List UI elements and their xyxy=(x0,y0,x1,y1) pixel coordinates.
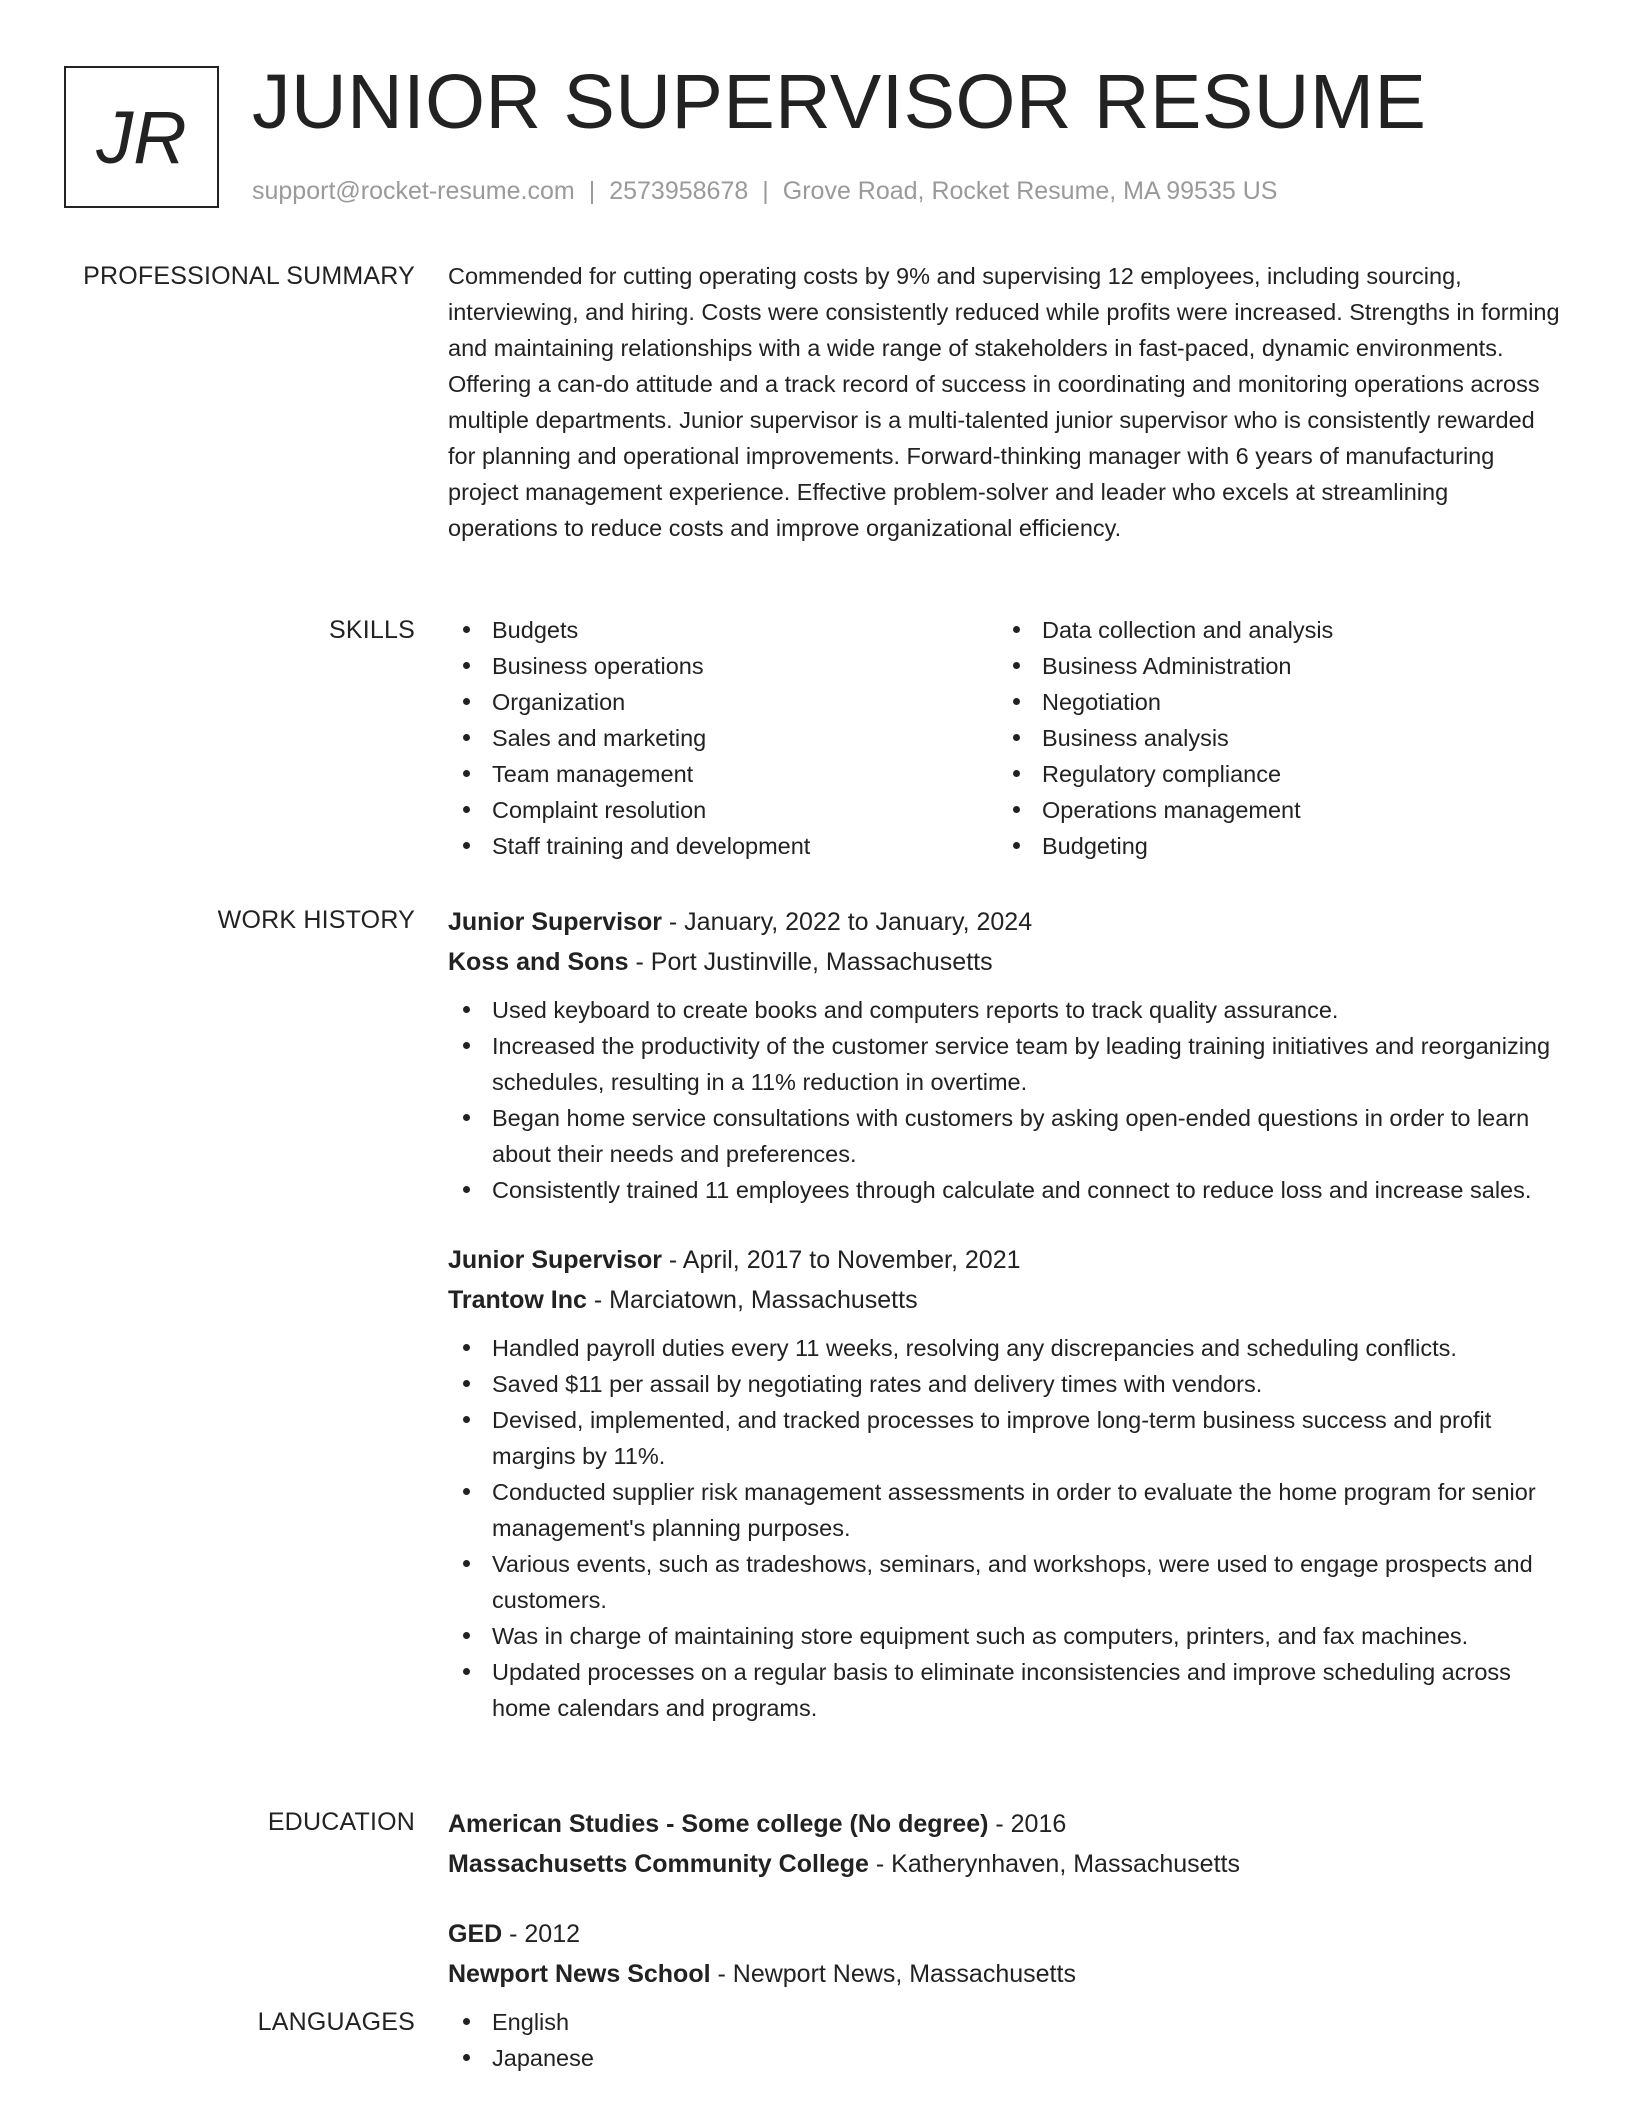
job-entry xyxy=(448,902,1560,1208)
education-degree: American Studies - Some college (No degree) xyxy=(448,1810,989,1838)
job-company: Trantow Inc xyxy=(448,1286,587,1314)
job-bullet: Was in charge of maintaining store equipment such as computers, printers, and fax machines. xyxy=(448,1618,1560,1654)
education-body xyxy=(448,1804,1560,1994)
skill-item: Complaint resolution xyxy=(448,792,998,828)
skill-item: Budgeting xyxy=(998,828,1548,864)
job-bullet: Began home service consultations with customers by asking open-ended questions in order to learn about their needs and preferences. xyxy=(448,1100,1560,1172)
job-bullets xyxy=(448,992,1560,1208)
section-heading-summary: PROFESSIONAL SUMMARY xyxy=(83,262,415,290)
job-bullet: Various events, such as tradeshows, seminars, and workshops, were used to engage prospects and customers. xyxy=(448,1546,1560,1618)
skills-list-left xyxy=(448,612,998,864)
language-item: Japanese xyxy=(448,2040,1560,2076)
section-heading-languages: LANGUAGES xyxy=(257,2008,415,2036)
job-bullet: Increased the productivity of the customer service team by leading training initiatives and reorganizing schedules, resulting in a 11% reduction in overtime. xyxy=(448,1028,1560,1100)
job-company-line xyxy=(448,1280,1560,1320)
job-bullet: Handled payroll duties every 11 weeks, resolving any discrepancies and scheduling conflicts. xyxy=(448,1330,1560,1366)
job-company: Koss and Sons xyxy=(448,948,629,976)
job-title-line xyxy=(448,902,1560,942)
education-school-line xyxy=(448,1954,1560,1994)
languages-list xyxy=(448,2004,1560,2076)
skill-item: Organization xyxy=(448,684,998,720)
language-item: English xyxy=(448,2004,1560,2040)
job-bullets xyxy=(448,1330,1560,1726)
contact-address: Grove Road, Rocket Resume, MA 99535 US xyxy=(782,177,1278,205)
work-history-body xyxy=(448,902,1560,1726)
job-bullet: Used keyboard to create books and computers reports to track quality assurance. xyxy=(448,992,1560,1028)
section-heading-work: WORK HISTORY xyxy=(217,906,415,934)
job-bullet: Updated processes on a regular basis to eliminate inconsistencies and improve scheduling across home calendars and programs. xyxy=(448,1654,1560,1726)
skill-item: Team management xyxy=(448,756,998,792)
job-title: Junior Supervisor xyxy=(448,1246,662,1274)
contact-separator: | xyxy=(762,177,769,205)
education-degree: GED xyxy=(448,1920,503,1948)
skill-item: Staff training and development xyxy=(448,828,998,864)
job-company-line xyxy=(448,942,1560,982)
job-bullet: Devised, implemented, and tracked processes to improve long-term business success and profit margins by 11%. xyxy=(448,1402,1560,1474)
summary-text: Commended for cutting operating costs by 9% and supervising 12 employees, including sourcing, interviewing, and hiring. Costs were consistently reduced while profits were increased. Strengths in forming and maintaining relationships with a wide range of stakeholders in fast-paced, dynamic environments. Offering a can-do attitude and a track record of success in coordinating and monitoring operations across multiple departments. Junior supervisor is a multi-talented junior supervisor who is consistently rewarded for planning and operational improvements. Forward-thinking manager with 6 years of manufacturing project management experience. Effective problem-solver and leader who excels at streamlining operations to reduce costs and improve organizational efficiency. xyxy=(448,263,1560,541)
job-bullet: Saved $11 per assail by negotiating rates and delivery times with vendors. xyxy=(448,1366,1560,1402)
skill-item: Negotiation xyxy=(998,684,1548,720)
education-degree-line xyxy=(448,1804,1560,1844)
education-year: - 2016 xyxy=(988,1810,1067,1838)
skill-item: Regulatory compliance xyxy=(998,756,1548,792)
resume-title: JUNIOR SUPERVISOR RESUME xyxy=(252,59,1427,145)
skill-item: Budgets xyxy=(448,612,998,648)
job-bullet: Conducted supplier risk management assessments in order to evaluate the home program for senior management's planning purposes. xyxy=(448,1474,1560,1546)
section-heading-education: EDUCATION xyxy=(267,1808,415,1836)
skill-item: Data collection and analysis xyxy=(998,612,1548,648)
skill-item: Business Administration xyxy=(998,648,1548,684)
job-dates: - January, 2022 to January, 2024 xyxy=(661,908,1033,936)
job-dates: - April, 2017 to November, 2021 xyxy=(661,1246,1021,1274)
skill-item: Sales and marketing xyxy=(448,720,998,756)
education-school: Newport News School xyxy=(448,1960,711,1988)
job-entry xyxy=(448,1240,1560,1726)
contact-phone[interactable]: 2573958678 xyxy=(609,177,749,205)
skill-item: Business analysis xyxy=(998,720,1548,756)
job-location: - Marciatown, Massachusetts xyxy=(586,1286,918,1314)
skill-item: Business operations xyxy=(448,648,998,684)
summary-body xyxy=(448,258,1560,546)
contact-line xyxy=(252,176,1277,206)
education-degree-line xyxy=(448,1914,1560,1954)
contact-separator: | xyxy=(588,177,596,205)
education-location: - Katherynhaven, Massachusetts xyxy=(868,1850,1240,1878)
education-year: - 2012 xyxy=(502,1920,581,1948)
contact-email[interactable]: support@rocket-resume.com xyxy=(252,177,575,205)
section-heading-skills: SKILLS xyxy=(329,616,415,644)
job-title-line xyxy=(448,1240,1560,1280)
education-school-line xyxy=(448,1844,1560,1884)
skills-list-right xyxy=(998,612,1548,864)
education-school: Massachusetts Community College xyxy=(448,1850,869,1878)
job-bullet: Consistently trained 11 employees through calculate and connect to reduce loss and increase sales. xyxy=(448,1172,1560,1208)
education-entry xyxy=(448,1804,1560,1884)
skills-columns xyxy=(448,612,1560,864)
education-location: - Newport News, Massachusetts xyxy=(710,1960,1076,1988)
education-entry xyxy=(448,1914,1560,1994)
languages-body xyxy=(448,2004,1560,2076)
job-title: Junior Supervisor xyxy=(448,908,662,936)
job-location: - Port Justinville, Massachusetts xyxy=(628,948,993,976)
monogram-badge: JR xyxy=(64,66,219,208)
skill-item: Operations management xyxy=(998,792,1548,828)
